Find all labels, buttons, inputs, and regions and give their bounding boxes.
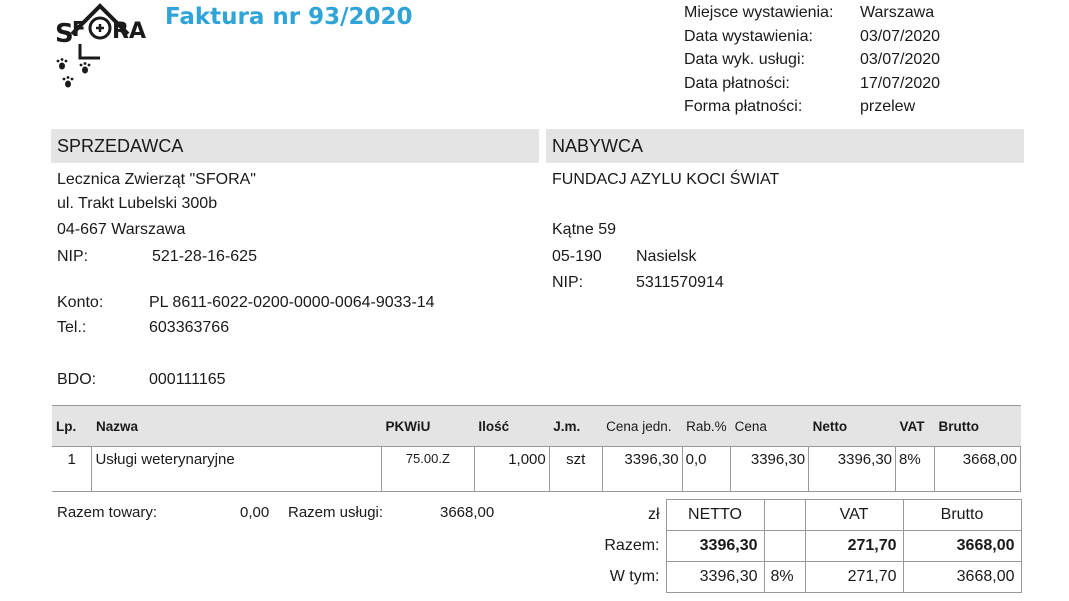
razem-towary-label: Razem towary: — [57, 504, 158, 521]
seller-header: SPRZEDAWCA — [51, 129, 539, 163]
col-brutto: Brutto — [934, 406, 1020, 447]
meta-label: Data płatności: — [684, 74, 790, 92]
col-nazwa: Nazwa — [92, 406, 381, 447]
seller-tel-label: Tel.: — [57, 319, 87, 336]
razem-label: Razem: — [604, 537, 660, 554]
col-cena-jedn: Cena jedn. — [602, 406, 682, 447]
cell-rabat: 0,0 — [682, 447, 731, 492]
company-logo — [50, 0, 160, 95]
meta-row — [684, 95, 940, 119]
meta-value: przelew — [860, 98, 916, 115]
razem-uslugi-label: Razem usługi: — [288, 504, 384, 521]
cell-vat: 8% — [896, 447, 935, 492]
summary-wtym-row — [590, 562, 1021, 593]
summary-rate-header — [764, 500, 805, 531]
svg-text:RA: RA — [112, 19, 146, 44]
summary-header-row — [590, 500, 1021, 531]
meta-label: Data wyk. usługi: — [684, 51, 805, 68]
col-pkwiu: PKWiU — [381, 406, 474, 447]
wtym-vat: 271,70 — [805, 562, 903, 593]
razem-brutto: 3668,00 — [903, 531, 1021, 562]
meta-label: Miejsce wystawienia: — [684, 4, 834, 21]
meta-value: Warszawa — [860, 4, 935, 21]
razem-towary-value: 0,00 — [240, 504, 270, 521]
svg-text:F: F — [72, 17, 86, 41]
cell-cena: 3396,30 — [731, 447, 809, 492]
vat-summary-table — [590, 499, 1022, 593]
invoice-title: Faktura nr 93/2020 — [165, 4, 413, 30]
cell-lp: 1 — [52, 447, 92, 492]
buyer-street: Kątne 59 — [552, 221, 617, 238]
col-lp: Lp. — [52, 406, 92, 447]
col-cena: Cena — [731, 406, 809, 447]
wtym-rate: 8% — [764, 562, 805, 593]
cell-ilosc: 1,000 — [474, 447, 549, 492]
col-netto: Netto — [809, 406, 896, 447]
meta-label: Data wystawienia: — [684, 27, 813, 45]
seller-bdo: 000111165 — [149, 371, 226, 388]
col-rabat: Rab.% — [682, 406, 731, 447]
items-table — [52, 405, 1021, 492]
buyer-nip-label: NIP: — [552, 274, 584, 291]
cell-brutto: 3668,00 — [934, 447, 1020, 492]
seller-name: Lecznica Zwierząt "SFORA" — [57, 171, 256, 188]
seller-bdo-label: BDO: — [57, 371, 97, 388]
buyer-city: Nasielsk — [636, 248, 697, 265]
seller-city: 04-667 Warszawa — [57, 221, 186, 238]
sfora-logo-icon — [50, 0, 160, 95]
razem-netto: 3396,30 — [666, 531, 764, 562]
meta-row — [684, 25, 940, 49]
meta-row — [684, 1, 940, 25]
table-row — [52, 447, 1021, 492]
buyer-nip: 5311570914 — [636, 274, 724, 291]
razem-rate — [764, 531, 805, 562]
meta-value: 17/07/2020 — [860, 74, 941, 92]
buyer-postcode: 05-190 — [552, 248, 602, 265]
buyer-name: FUNDACJ AZYLU KOCI ŚWIAT — [552, 171, 780, 188]
summary-netto-header: NETTO — [666, 500, 764, 531]
cell-nazwa: Usługi weterynaryjne — [92, 447, 381, 492]
razem-uslugi-value: 3668,00 — [440, 504, 495, 521]
currency-label: zł — [647, 506, 660, 523]
seller-street: ul. Trakt Lubelski 300b — [57, 195, 218, 212]
summary-brutto-header: Brutto — [903, 500, 1021, 531]
cell-jm: szt — [549, 447, 602, 492]
seller-tel: 603363766 — [149, 319, 230, 336]
cell-pkwiu: 75.00.Z — [381, 447, 474, 492]
invoice-meta — [684, 1, 940, 119]
meta-row — [684, 48, 940, 72]
wtym-label: W tym: — [609, 568, 660, 585]
summary-vat-header: VAT — [805, 500, 903, 531]
summary-razem-row — [590, 531, 1021, 562]
meta-row — [684, 72, 940, 96]
seller-konto-label: Konto: — [57, 294, 104, 311]
seller-nip: 521-28-16-625 — [152, 248, 257, 265]
col-vat: VAT — [896, 406, 935, 447]
svg-text:S: S — [55, 19, 74, 49]
wtym-netto: 3396,30 — [666, 562, 764, 593]
meta-label: Forma płatności: — [684, 98, 803, 115]
cell-cena-jedn: 3396,30 — [602, 447, 682, 492]
wtym-brutto: 3668,00 — [903, 562, 1021, 593]
col-jm: J.m. — [549, 406, 602, 447]
buyer-header: NABYWCA — [546, 129, 1024, 163]
items-header-row — [52, 406, 1021, 447]
meta-value: 03/07/2020 — [860, 51, 941, 68]
seller-nip-label: NIP: — [57, 248, 89, 265]
cell-netto: 3396,30 — [809, 447, 896, 492]
seller-konto: PL 8611-6022-0200-0000-0064-9033-14 — [149, 294, 435, 311]
razem-vat: 271,70 — [805, 531, 903, 562]
col-ilosc: Ilość — [474, 406, 549, 447]
meta-value: 03/07/2020 — [860, 27, 941, 45]
